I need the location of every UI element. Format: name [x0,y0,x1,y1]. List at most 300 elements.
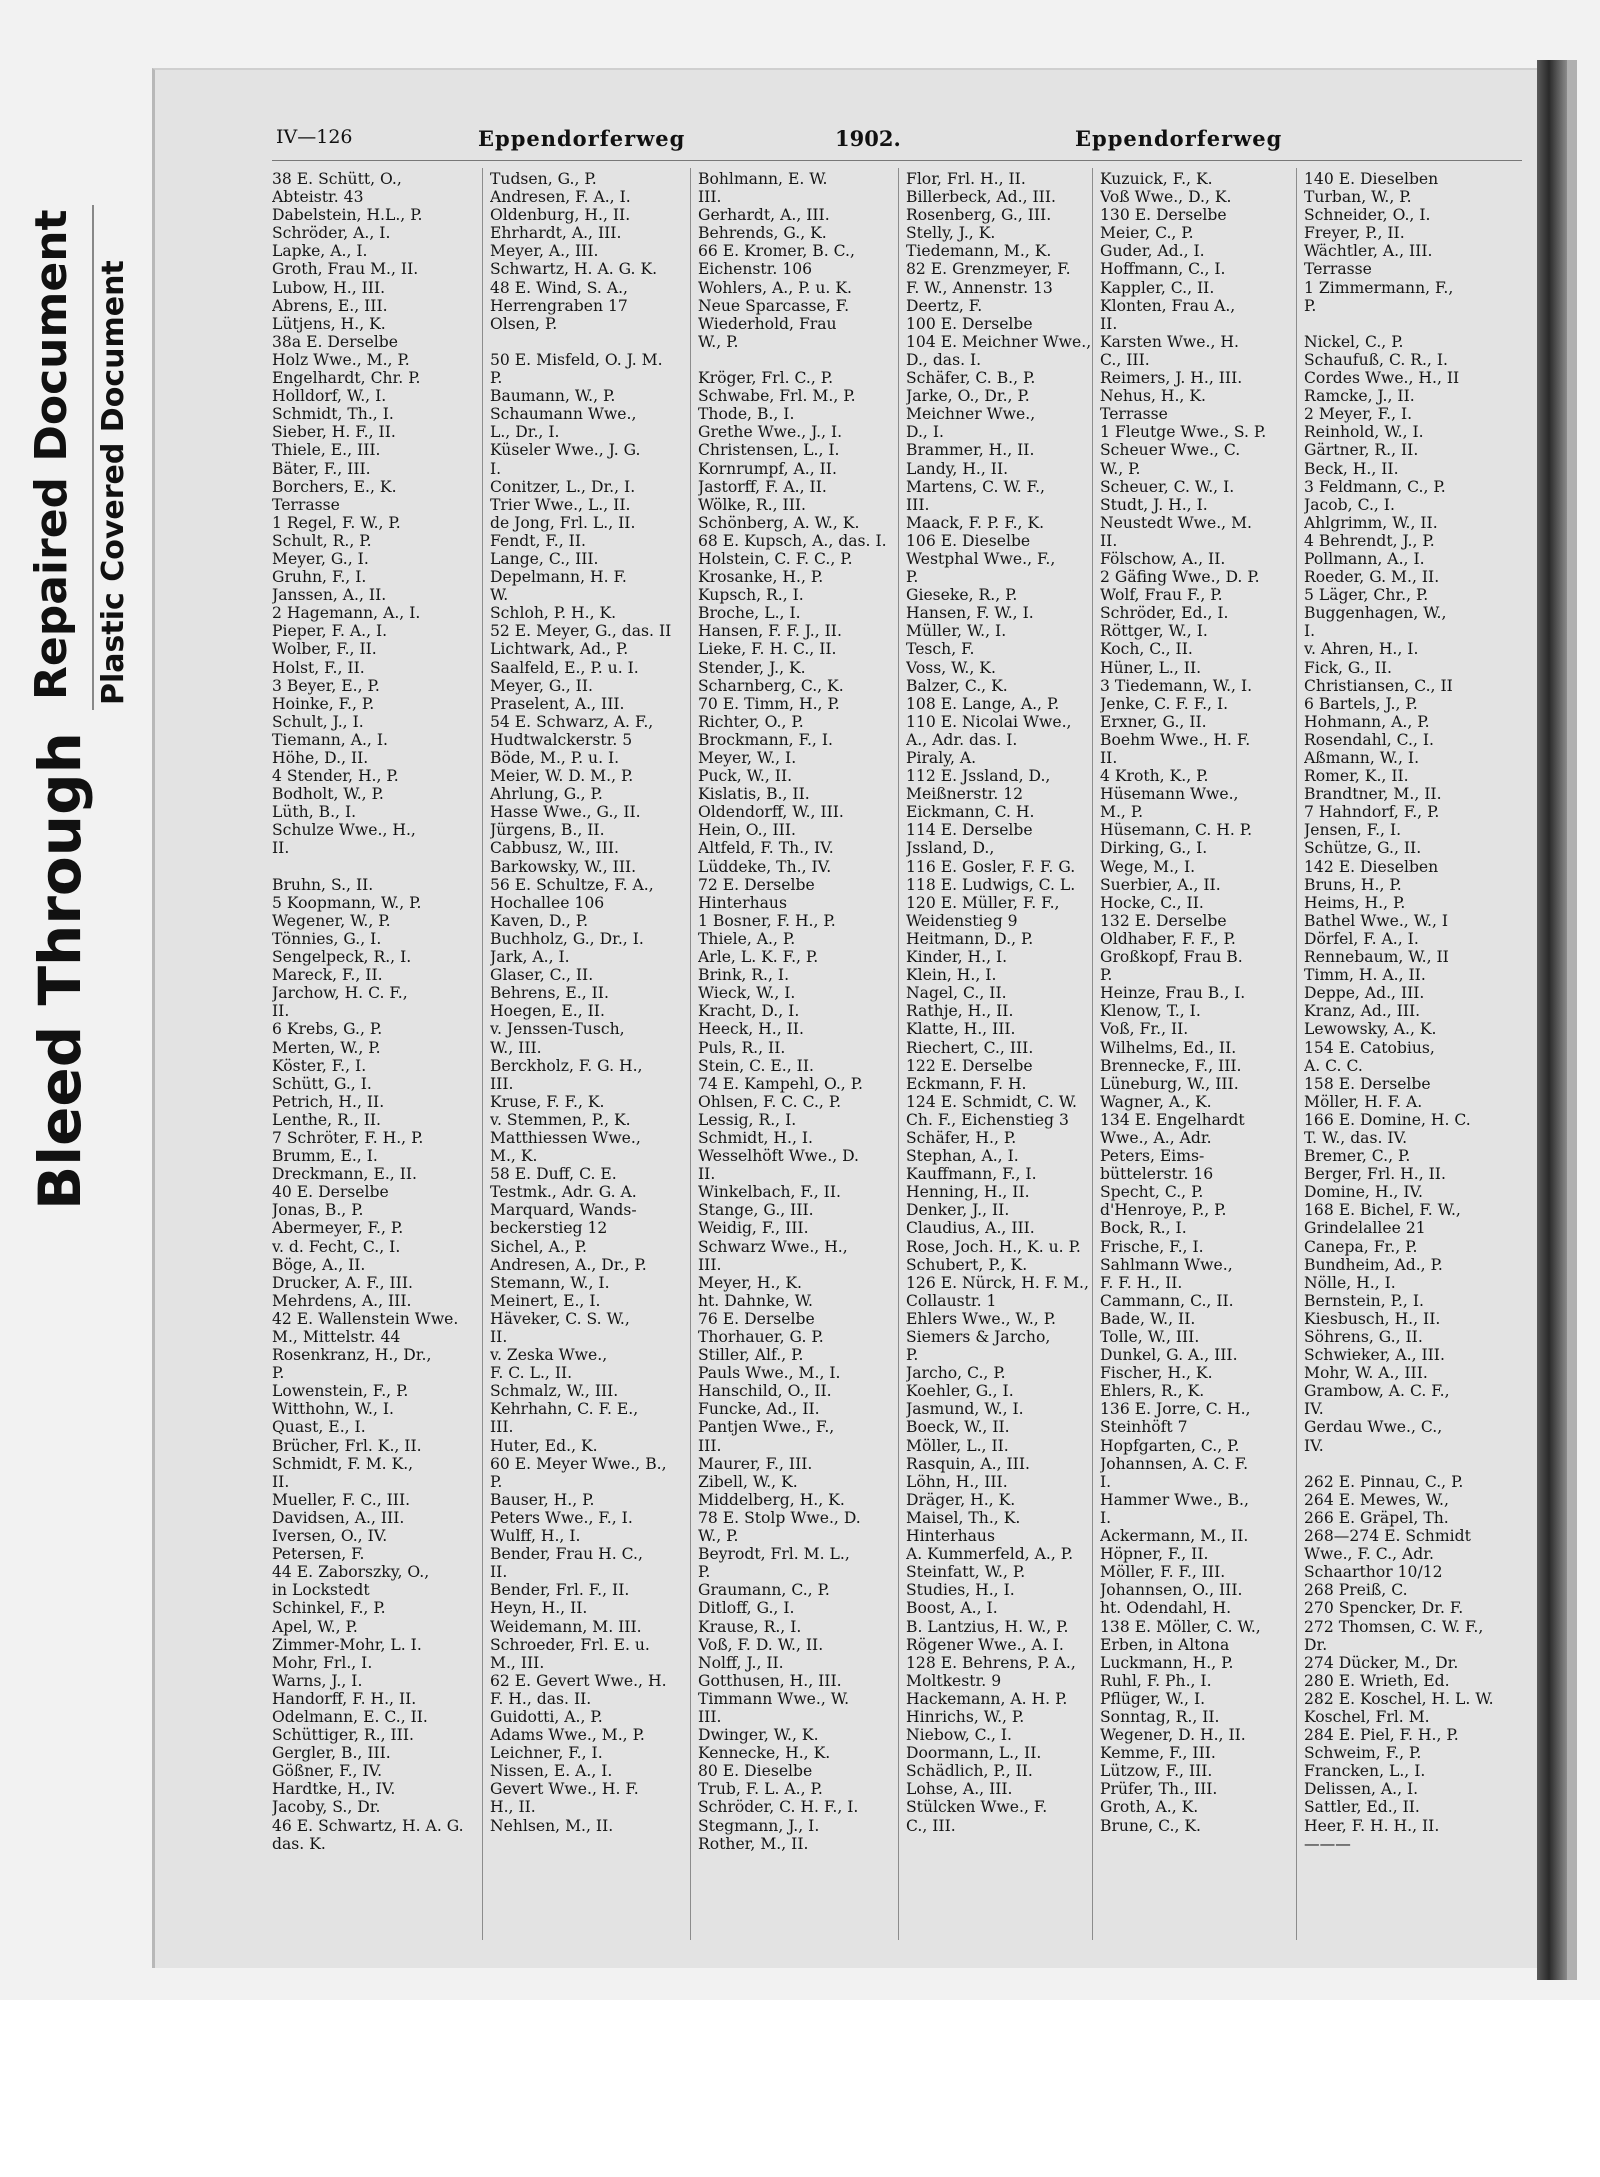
directory-entry: 1 Fleutge Wwe., S. P. [1100,423,1267,442]
directory-entry: Wilhelms, Ed., II. [1100,1038,1237,1057]
directory-entry: Ehrhardt, A., III. [490,224,622,243]
directory-entry: Studt, J. H., I. [1100,495,1208,514]
directory-entry: Höpner, F., II. [1100,1545,1209,1564]
directory-entry: v. Zeska Wwe., [490,1346,608,1365]
directory-entry: Doormann, L., II. [906,1744,1042,1763]
directory-entry: 7 Hahndorf, F., P. [1304,803,1440,822]
directory-entry: Borchers, E., K. [272,477,397,496]
street-title-right: Eppendorferweg [1075,126,1283,151]
directory-entry: Bruns, H., P. [1304,875,1402,894]
directory-entry: das. K. [272,1834,326,1853]
directory-entry: A. Kummerfeld, A., P. [906,1545,1074,1564]
directory-entry: Kehrhahn, C. F. E., [490,1400,639,1419]
column-rule [1092,168,1093,1940]
directory-entry: Steinhöft 7 [1100,1418,1188,1437]
directory-entry: Hoffmann, C., I. [1100,260,1226,279]
directory-entry: 114 E. Derselbe [906,821,1033,840]
repaired-document-label: Repaired Document [26,209,77,700]
directory-entry: Gößner, F., IV. [272,1762,383,1781]
directory-entry: Rosendahl, C., I. [1304,730,1434,749]
directory-entry: Dörfel, F. A., I. [1304,929,1419,948]
directory-entry: Rosenkranz, H., Dr., [272,1346,432,1365]
directory-entry: Tolle, W., III. [1100,1328,1200,1346]
directory-entry: Gevert Wwe., H. F. [490,1780,639,1799]
directory-entry: III. [490,1074,514,1093]
directory-entry: Schinkel, F., P. [272,1599,386,1618]
directory-entry: Erben, in Altona [1100,1635,1230,1654]
directory-entry: Jarke, O., Dr., P. [906,387,1030,406]
directory-entry: Guder, Ad., I. [1100,242,1205,261]
directory-entry: Jenke, C. F. F., I. [1100,694,1229,713]
directory-entry: Krosanke, H., P. [698,568,824,587]
directory-entry: Heeck, H., II. [698,1020,804,1039]
directory-entry: Petersen, F. [272,1545,365,1564]
directory-entry: 126 E. Nürck, H. F. M., [906,1273,1089,1292]
directory-entry: II. [490,1328,508,1346]
directory-entry: Lüddeke, Th., IV. [698,857,832,876]
directory-entry: C., III. [906,1816,956,1835]
directory-entry: Weidemann, M. III. [490,1617,642,1636]
directory-entry: ht. Dahnke, W. [698,1291,813,1310]
directory-entry: Denker, J., II. [906,1201,1010,1220]
directory-entry: P. [1100,966,1113,985]
directory-entry: Funcke, Ad., II. [698,1400,820,1419]
directory-entry: 166 E. Domine, H. C. [1304,1110,1471,1129]
directory-entry: 4 Stender, H., P. [272,767,399,786]
directory-entry: 130 E. Derselbe [1100,206,1227,225]
directory-entry: Hammer Wwe., B., [1100,1490,1249,1509]
directory-entry: III. [906,495,930,514]
directory-entry: Gieseke, R., P. [906,586,1018,605]
directory-entry: d'Henroye, P., P. [1100,1201,1227,1220]
directory-entry: Bernstein, P., I. [1304,1291,1424,1310]
directory-entry: Meyer, A., III. [490,242,599,261]
directory-entry: Maack, F. P. F., K. [906,513,1045,532]
directory-entry: Buchholz, G., Dr., I. [490,929,644,948]
directory-entry: Schwieker, A., III. [1304,1346,1445,1365]
directory-entry: Wegener, W., P. [272,911,391,930]
directory-entry: Pantjen Wwe., F., [698,1418,835,1437]
directory-entry: Meinert, E., I. [490,1291,601,1310]
directory-entry: 72 E. Derselbe [698,875,815,894]
directory-entry: P. [906,568,919,587]
directory-entry: Gotthusen, H., III. [698,1671,842,1690]
directory-entry: Schult, R., P. [272,531,372,550]
directory-entry: IV. [1304,1400,1324,1419]
directory-entry: Bender, Frau H. C., [490,1545,643,1564]
directory-entry: Boost, A., I. [906,1599,998,1618]
directory-entry: Hoegen, E., II. [490,1002,605,1021]
directory-entry: Sieber, H. F., II. [272,423,396,442]
directory-entry: D., I. [906,423,944,442]
directory-entry: Boehm Wwe., H. F. [1100,730,1251,749]
directory-entry: Weidig, F., III. [698,1219,809,1238]
directory-entry: Schröder, C. H. F., I. [698,1798,859,1817]
directory-entry: Winkelbach, F., II. [698,1183,841,1202]
directory-entry: Thiele, E., III. [272,441,381,460]
directory-entry: Kislatis, B., II. [698,785,810,804]
directory-entry: Graumann, C., P. [698,1581,830,1600]
directory-entry: Fendt, F., II. [490,531,586,550]
directory-entry: Hüsemann Wwe., [1100,785,1239,804]
directory-entry: 7 Schröter, F. H., P. [272,1128,424,1147]
directory-entry: H., II. [490,1798,536,1817]
directory-column-4 [906,170,1106,1940]
directory-entry: 266 E. Gräpel, Th. [1304,1508,1449,1527]
directory-entry: Jarcho, C., P. [906,1364,1006,1383]
directory-entry: Maurer, F., III. [698,1454,813,1473]
directory-entry: III. [698,188,722,207]
directory-entry: Schüttiger, R., III. [272,1726,414,1745]
directory-entry: Broche, L., I. [698,604,801,623]
directory-entry: Bathel Wwe., W., I [1304,911,1449,930]
directory-entry: Siemers & Jarcho, [906,1328,1051,1346]
directory-entry: Rennebaum, W., II [1304,948,1449,967]
directory-entry: Tönnies, G., I. [272,929,382,948]
directory-entry: Lüth, B., I. [272,803,357,822]
directory-entry: Hochallee 106 [490,893,605,912]
directory-entry: Dunkel, G. A., III. [1100,1346,1238,1365]
directory-entry: 6 Krebs, G., P. [272,1020,383,1039]
directory-entry: 5 Koopmann, W., P. [272,893,422,912]
directory-entry: Schneider, O., I. [1304,206,1431,225]
directory-entry: Abermeyer, F., P. [272,1219,404,1238]
directory-entry: Schönberg, A. W., K. [698,513,860,532]
directory-entry: P. [490,1472,503,1491]
directory-entry: B. Lantzius, H. W., P. [906,1617,1069,1636]
directory-entry: Voß, F. D. W., II. [698,1635,824,1654]
directory-entry: 262 E. Pinnau, C., P. [1304,1472,1464,1491]
directory-entry: P. [906,1346,919,1365]
directory-entry: Niebow, C., I. [906,1726,1013,1745]
directory-entry: Lütjens, H., K. [272,314,386,333]
directory-entry: Klonten, Frau A., [1100,296,1236,315]
directory-entry: Schaufuß, C. R., I. [1304,350,1448,369]
directory-entry: Voß, Fr., II. [1100,1020,1189,1039]
directory-entry: Grindelallee 21 [1304,1219,1426,1238]
directory-entry: 58 E. Duff, C. E. [490,1165,617,1184]
directory-entry: de Jong, Frl. L., II. [490,513,636,532]
directory-entry: Wiederhold, Frau [698,314,837,333]
directory-entry: Cabbusz, W., III. [490,839,619,858]
directory-entry: Stemann, W., I. [490,1273,610,1292]
directory-entry: Quast, E., I. [272,1418,366,1437]
directory-entry: Suerbier, A., II. [1100,875,1221,894]
directory-entry: Lessig, R., I. [698,1110,797,1129]
directory-entry: Behrends, G., K. [698,224,827,243]
directory-entry: Puck, W., II. [698,767,793,786]
directory-entry: Gergler, B., III. [272,1744,391,1763]
directory-entry: 50 E. Misfeld, O. J. M. [490,350,663,369]
directory-entry: Matthiessen Wwe., [490,1128,641,1147]
directory-entry: Odelmann, E. C., II. [272,1707,428,1726]
directory-entry: 112 E. Jssland, D., [906,767,1051,786]
directory-entry: 66 E. Kromer, B. C., [698,242,855,261]
directory-entry: Roeder, G. M., II. [1304,568,1440,587]
directory-entry: Nissen, E. A., I. [490,1762,613,1781]
directory-entry: Puls, R., II. [698,1038,786,1057]
directory-entry: Bauser, H., P. [490,1490,595,1509]
directory-entry: II. [272,1002,290,1021]
directory-entry: Rögener Wwe., A. I. [906,1635,1064,1654]
directory-entry: Brockmann, F., I. [698,730,833,749]
directory-entry: Francken, L., I. [1304,1762,1426,1781]
directory-entry: Stender, J., K. [698,658,806,677]
directory-entry: Tiedemann, M., K. [906,242,1052,261]
directory-entry: 128 E. Behrens, P. A., [906,1653,1076,1672]
directory-entry: Terrasse [1304,260,1372,279]
directory-entry: Höhe, D., II. [272,749,369,767]
directory-entry: Neustedt Wwe., M. [1100,513,1253,532]
directory-entry: Stelly, J., K. [906,224,996,243]
directory-column-3 [698,170,898,1940]
directory-entry: Zimmer-Mohr, L. I. [272,1635,422,1654]
directory-entry: 282 E. Koschel, H. L. W. [1304,1689,1494,1708]
directory-entry: II. [1100,531,1118,550]
directory-entry: I. [1100,1508,1112,1527]
directory-entry: Iversen, O., IV. [272,1527,388,1546]
directory-entry: W., III. [490,1038,542,1057]
directory-entry: Beck, H., II. [1304,459,1399,478]
directory-entry: 104 E. Meichner Wwe., [906,332,1092,351]
directory-entry: 3 Tiedemann, W., I. [1100,676,1253,695]
directory-entry: Praselent, A., III. [490,694,625,713]
directory-entry: C., III. [1100,350,1150,369]
directory-entry: Meyer, W., I. [698,749,797,767]
directory-entry: Olsen, P. [490,314,558,333]
directory-entry: Hein, O., III. [698,821,796,840]
directory-entry: W., P. [1100,459,1141,478]
directory-entry: Lowenstein, F., P. [272,1382,409,1401]
directory-entry: Brink, R., I. [698,966,790,985]
directory-entry: M., Mittelstr. 44 [272,1328,401,1346]
directory-entry: Nagel, C., II. [906,984,1007,1003]
directory-entry: Wegener, D. H., II. [1100,1726,1246,1745]
directory-entry: Hocke, C., II. [1100,893,1204,912]
directory-entry: Jastorff, F. A., II. [698,477,827,496]
directory-entry: Jonas, B., P. [272,1201,364,1220]
directory-entry: A., Adr. das. I. [906,730,1018,749]
directory-entry: W., P. [698,332,739,351]
directory-entry: Guidotti, A., P. [490,1707,603,1726]
directory-entry: Scharnberg, C., K. [698,676,844,695]
directory-entry: Schmalz, W., III. [490,1382,619,1401]
directory-entry: Huter, Ed., K. [490,1436,598,1455]
directory-entry: Bundheim, Ad., P. [1304,1255,1443,1274]
directory-entry: Trub, F. L. A., P. [698,1780,823,1799]
directory-entry: Oldhaber, F. F., P. [1100,929,1236,948]
directory-entry: Terrasse [272,495,340,514]
directory-entry: Warns, J., I. [272,1671,363,1690]
directory-entry: Merten, W., P. [272,1038,381,1057]
directory-entry: Gärtner, R., II. [1304,441,1419,460]
directory-entry: 1 Zimmermann, F., [1304,278,1454,297]
directory-entry: Wulff, H., I. [490,1527,581,1546]
directory-entry: Kennecke, H., K. [698,1744,831,1763]
directory-entry: Ohlsen, F. C. C., P. [698,1092,842,1111]
directory-entry: T. W., das. IV. [1304,1128,1408,1147]
directory-entry: 2 Meyer, F., I. [1304,405,1413,424]
directory-entry: Voss, W., K. [906,658,996,677]
directory-entry: Testmk., Adr. G. A. [490,1183,637,1202]
directory-entry: 106 E. Dieselbe [906,531,1031,550]
directory-entry: Ahlgrimm, W., II. [1304,513,1438,532]
directory-entry: Eickmann, C. H. [906,803,1035,822]
directory-entry: IV. [1304,1436,1324,1455]
directory-entry: 52 E. Meyer, G., das. II [490,622,672,641]
directory-entry: Jark, A., I. [490,948,570,967]
directory-entry: Dräger, H., K. [906,1490,1016,1509]
directory-entry: Hohmann, A., P. [1304,712,1430,731]
directory-entry: Reinhold, W., I. [1304,423,1424,442]
directory-entry: Schäfer, H., P. [906,1128,1017,1147]
directory-entry: Schwabe, Frl. M., P. [698,387,856,406]
directory-entry: Tesch, F. [906,640,975,659]
directory-entry: Meier, C., P. [1100,224,1194,243]
plastic-covered-label: Plastic Covered Document [96,260,131,705]
directory-entry: Riechert, C., III. [906,1038,1034,1057]
directory-entry: Schaarthor 10/12 [1304,1563,1443,1582]
directory-entry: Oldenburg, H., II. [490,206,631,225]
directory-entry: Fölschow, A., II. [1100,549,1226,568]
directory-entry: Adams Wwe., M., P. [490,1726,645,1745]
directory-entry: Sahlmann Wwe., [1100,1255,1233,1274]
directory-entry: Kuzuick, F., K. [1100,170,1213,188]
directory-entry: Handorff, F. H., II. [272,1689,417,1708]
directory-entry: Glaser, C., II. [490,966,594,985]
directory-entry: Tiemann, A., I. [272,730,388,749]
directory-entry: 138 E. Möller, C. W., [1100,1617,1261,1636]
directory-entry: 140 E. Dieselben [1304,170,1439,188]
directory-entry: Timmann Wwe., W. [698,1689,850,1708]
directory-entry: Jacob, C., I. [1304,495,1395,514]
directory-entry: v. d. Fecht, C., I. [272,1237,401,1256]
binding-shadow [1537,60,1567,1980]
directory-entry: ht. Odendahl, H. [1100,1599,1232,1618]
page-edge [1567,60,1577,1980]
directory-entry: P. [272,1364,285,1383]
directory-entry: Freyer, P., II. [1304,224,1405,243]
directory-entry: 168 E. Bichel, F. W., [1304,1201,1461,1220]
directory-entry: Hansen, F. F. J., II. [698,622,842,641]
directory-entry: Nickel, C., P. [1304,332,1404,351]
directory-entry: 158 E. Derselbe [1304,1074,1431,1093]
directory-entry: Schmidt, Th., I. [272,405,394,424]
directory-entry: 284 E. Piel, F. H., P. [1304,1726,1459,1745]
directory-entry: 1 Regel, F. W., P. [272,513,401,532]
header-rule [272,160,1522,161]
directory-entry: Apel, W., P. [272,1617,358,1636]
directory-entry: Christensen, L., I. [698,441,840,460]
directory-entry: Wege, M., I. [1100,857,1196,876]
directory-entry: Lange, C., III. [490,549,599,568]
directory-entry: Cordes Wwe., H., II [1304,369,1460,388]
directory-entry: 70 E. Timm, H., P. [698,694,840,713]
directory-entry: Gruhn, F., I. [272,568,367,587]
directory-entry: Stülcken Wwe., F. [906,1798,1048,1817]
directory-entry: ——— [1304,1834,1351,1853]
column-rule [482,168,483,1940]
directory-entry: büttelerstr. 16 [1100,1165,1214,1184]
directory-entry: Böge, A., II. [272,1255,366,1274]
directory-entry: Kranz, Ad., III. [1304,1002,1421,1021]
directory-entry: Schröder, Ed., I. [1100,604,1229,623]
directory-entry: Saalfeld, E., P. u. I. [490,658,639,677]
directory-entry: Thorhauer, G. P. [698,1328,824,1346]
directory-entry: Voß Wwe., D., K. [1100,188,1232,207]
directory-entry: Peters Wwe., F., I. [490,1508,633,1527]
directory-entry: Nölle, H., I. [1304,1273,1396,1292]
directory-entry: 78 E. Stolp Wwe., D. [698,1508,861,1527]
directory-entry: Böde, M., P. u. I. [490,749,620,767]
column-rule [898,168,899,1940]
directory-entry: Abrens, E., III. [272,296,388,315]
directory-entry: Heims, H., P. [1304,893,1406,912]
directory-entry: Moltkestr. 9 [906,1671,1002,1690]
directory-entry: Schröder, A., I. [272,224,391,243]
directory-entry: Brumm, E., I. [272,1147,378,1166]
directory-entry [698,351,898,369]
directory-entry: Landy, H., II. [906,459,1009,478]
directory-entry: Arle, L. K. F., P. [698,948,819,967]
directory-entry: Scheuer, C. W., I. [1100,477,1235,496]
directory-entry: Depelmann, H. F. [490,568,627,587]
directory-entry: 46 E. Schwartz, H. A. G. [272,1816,464,1835]
directory-entry: Koch, C., II. [1100,640,1193,659]
directory-entry: Wwe., F. C., Adr. [1304,1545,1434,1564]
directory-entry: Schaumann Wwe., [490,405,637,424]
directory-entry: Ramcke, J., II. [1304,387,1415,406]
directory-entry: Wagner, A., K. [1100,1092,1212,1111]
directory-entry: Meier, W. D. M., P. [490,767,634,786]
directory-entry: III. [698,1436,722,1455]
directory-entry: Dwinger, W., K. [698,1726,819,1745]
directory-entry: Lubow, H., III. [272,278,386,297]
directory-entry: 68 E. Kupsch, A., das. I. [698,531,887,550]
directory-entry: Eckmann, F. H. [906,1074,1027,1093]
directory-entry: Stein, C. E., II. [698,1056,814,1075]
directory-entry: Ditloff, G., I. [698,1599,795,1618]
directory-entry: Billerbeck, Ad., III. [906,188,1056,207]
directory-entry: Pollmann, A., I. [1304,549,1425,568]
directory-entry: Weidenstieg 9 [906,911,1018,930]
directory-entry: Eichenstr. 106 [698,260,813,279]
directory-entry: Küseler Wwe., J. G. [490,441,641,460]
directory-entry [490,333,690,351]
directory-entry: Studies, H., I. [906,1581,1015,1600]
directory-entry: Canepa, Fr., P. [1304,1237,1418,1256]
directory-entry: 6 Bartels, J., P. [1304,694,1418,713]
directory-entry: Hackemann, A. H. P. [906,1689,1068,1708]
directory-entry: Jasmund, W., I. [906,1400,1024,1419]
directory-entry: 62 E. Gevert Wwe., H. [490,1671,667,1690]
directory-entry: 38 E. Schütt, O., [272,170,402,188]
directory-entry: Hüner, L., II. [1100,658,1202,677]
directory-entry: Rathje, H., II. [906,1002,1014,1021]
directory-entry: 268 Preiß, C. [1304,1581,1408,1600]
directory-entry: Rasquin, A., III. [906,1454,1030,1473]
directory-entry: Bender, Frl. F., II. [490,1581,630,1600]
directory-entry: Dreckmann, E., II. [272,1165,417,1184]
directory-entry: Mareck, F., II. [272,966,383,985]
directory-entry: Heinze, Frau B., I. [1100,984,1246,1003]
directory-entry: Holz Wwe., M., P. [272,350,410,369]
directory-entry: III. [698,1255,722,1274]
directory-entry: 42 E. Wallenstein Wwe. [272,1309,459,1328]
directory-entry: in Lockstedt [272,1581,370,1600]
directory-entry: Bodholt, W., P. [272,785,384,804]
directory-entry: Schmidt, H., I. [698,1128,813,1147]
